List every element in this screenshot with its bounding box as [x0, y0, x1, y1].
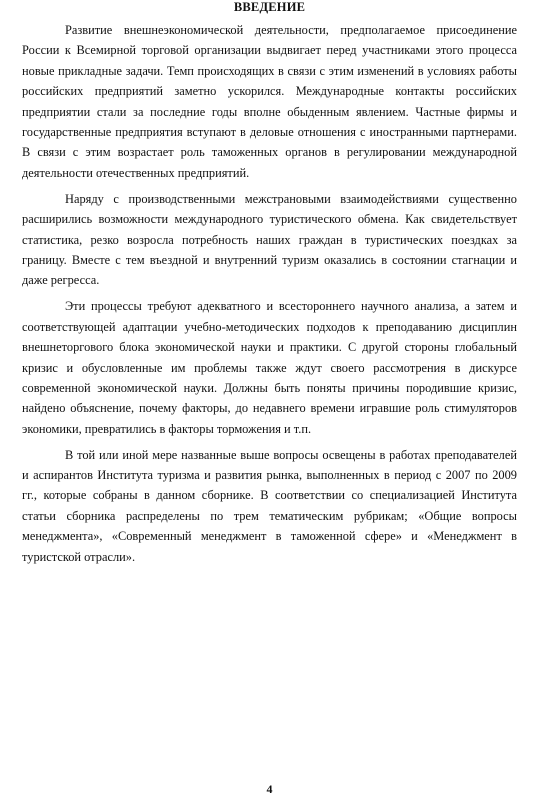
page-title: ВВЕДЕНИЕ — [233, 0, 306, 14]
paragraph-2: Наряду с производственными межстрановыми взаимодействиями существенно расширились возможности международного туристического обмена. Как свидетельствует статистика, резко возросла потребность наших граждан в туристических поездках за границу. Вместе с тем въездной и внутренний туризм оказались в состоянии стагнации и даже регресса. — [22, 191, 517, 288]
paragraph-4: В той или иной мере названные выше вопросы освещены в работах преподавателей и аспирантов Института туризма и развития рынка, выполненных в период с 2007 по 2009 гг., которые собраны в данном сборнике. В соответствии со специализацией Института статьи сборника распределены по трем тематическим рубрикам; «Общие вопросы менеджмента», «Современный менеджмент в таможенной сфере» и «Менеджмент в туристской отрасли». — [22, 447, 517, 564]
paragraph-3: Эти процессы требуют адекватного и всестороннего научного анализа, а затем и соответствующей адаптации учебно-методических подходов к преподаванию дисциплин внешнеторгового блока экономической науки и практики. С другой стороны глобальный кризис и обусловленные им проблемы также ждут своего рассмотрения в дискурсе современной экономической науки. Должны быть поняты причины породившие кризис, найдено объяснение, почему факторы, до недавнего времени игравшие роль стимуляторов экономики, превратились в факторы торможения и т.п. — [22, 299, 517, 436]
page-number: 4 — [266, 782, 273, 796]
introduction-body — [22, 20, 517, 567]
paragraph-1: Развитие внешнеэкономической деятельности, предполагаемое присоединение России к Всемирной торговой организации выдвигает перед участниками этого процесса новые прикладные задачи. Темп происходящих в связи с этим изменений в условиях работы российских предприятий заметно ускорился. Международные контакты российских предприятии стали за последние годы вполне обыденным явлением. Частные фирмы и государственные предприятия вступают в деловые отношения с иностранными партнерами. В связи с этим возрастает роль таможенных органов в регулировании международной деятельности отечественных предприятий. — [22, 23, 517, 180]
